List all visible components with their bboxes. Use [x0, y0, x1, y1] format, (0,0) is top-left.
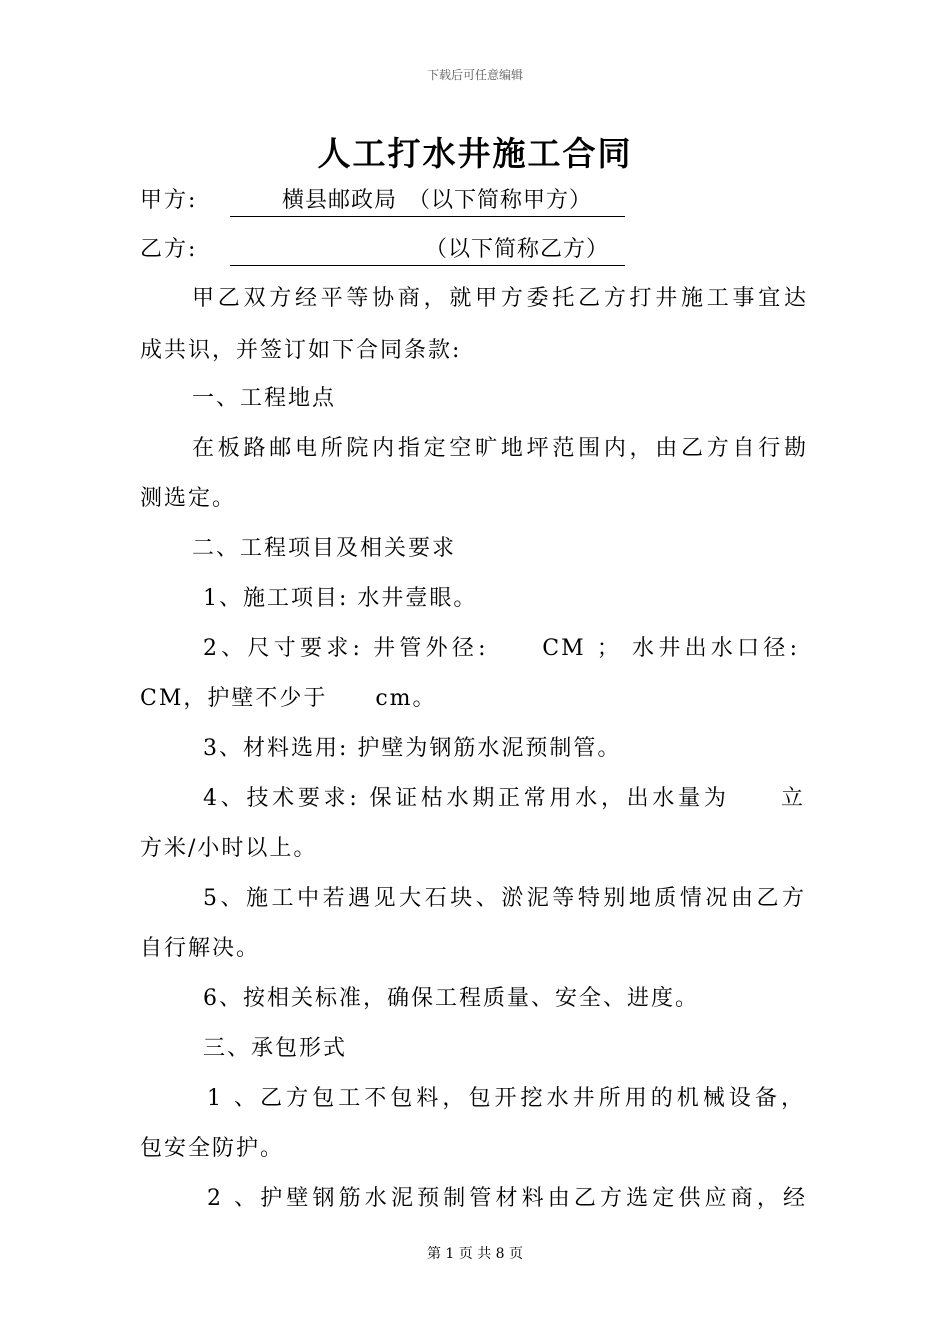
item-2-6: 6、按相关标准，确保工程质量、安全、进度。 — [203, 986, 699, 1011]
preamble-line-2: 成共识，并签订如下合同条款: — [140, 338, 462, 363]
item-2-3: 3、材料选用: 护壁为钢筋水泥预制管。 — [203, 736, 622, 761]
contract-title: 人工打水井施工合同 — [317, 134, 633, 173]
party-a-name: 横县邮政局 — [282, 188, 398, 213]
item-3-2-line-1: 2 、护壁钢筋水泥预制管材料由乙方选定供应商，经 — [207, 1186, 807, 1211]
party-b-suffix: （以下简称乙方） — [425, 237, 610, 262]
page-footer: 第 1 页 共 8 页 — [426, 1246, 524, 1262]
item-2-4-line-1: 4、技术要求: 保证枯水期正常用水，出水量为 立 — [203, 786, 805, 811]
section-3-heading: 三、承包形式 — [203, 1036, 348, 1061]
party-a-field — [230, 186, 625, 217]
party-b-field — [230, 235, 625, 266]
item-2-5-line-2: 自行解决。 — [140, 936, 261, 961]
item-2-2-line-1: 2、尺寸要求: 井管外径: CM ； 水井出水口径: — [203, 636, 799, 661]
party-a-label: 甲方: — [140, 188, 198, 213]
section-1-text-line-1: 在板路邮电所院内指定空旷地坪范围内，由乙方自行勘 — [192, 436, 808, 461]
preamble-line-1: 甲乙双方经平等协商，就甲方委托乙方打井施工事宜达 — [192, 286, 808, 311]
party-a-suffix: （以下简称甲方） — [408, 188, 593, 213]
item-3-1-line-1: 1 、乙方包工不包料，包开挖水井所用的机械设备， — [207, 1086, 805, 1111]
item-3-1-line-2: 包安全防护。 — [140, 1136, 285, 1161]
item-2-1: 1、施工项目: 水井壹眼。 — [203, 586, 478, 611]
section-1-text-line-2: 测选定。 — [140, 486, 237, 511]
section-1-heading: 一、工程地点 — [192, 386, 337, 411]
item-2-4-line-2: 方米/小时以上。 — [140, 836, 318, 861]
section-2-heading: 二、工程项目及相关要求 — [192, 536, 457, 561]
item-2-5-line-1: 5、施工中若遇见大石块、淤泥等特别地质情况由乙方 — [203, 886, 806, 911]
header-note: 下载后可任意编辑 — [426, 68, 523, 82]
item-2-2-line-2: CM，护壁不少于 cm。 — [140, 686, 437, 711]
party-b-label: 乙方: — [140, 237, 198, 262]
